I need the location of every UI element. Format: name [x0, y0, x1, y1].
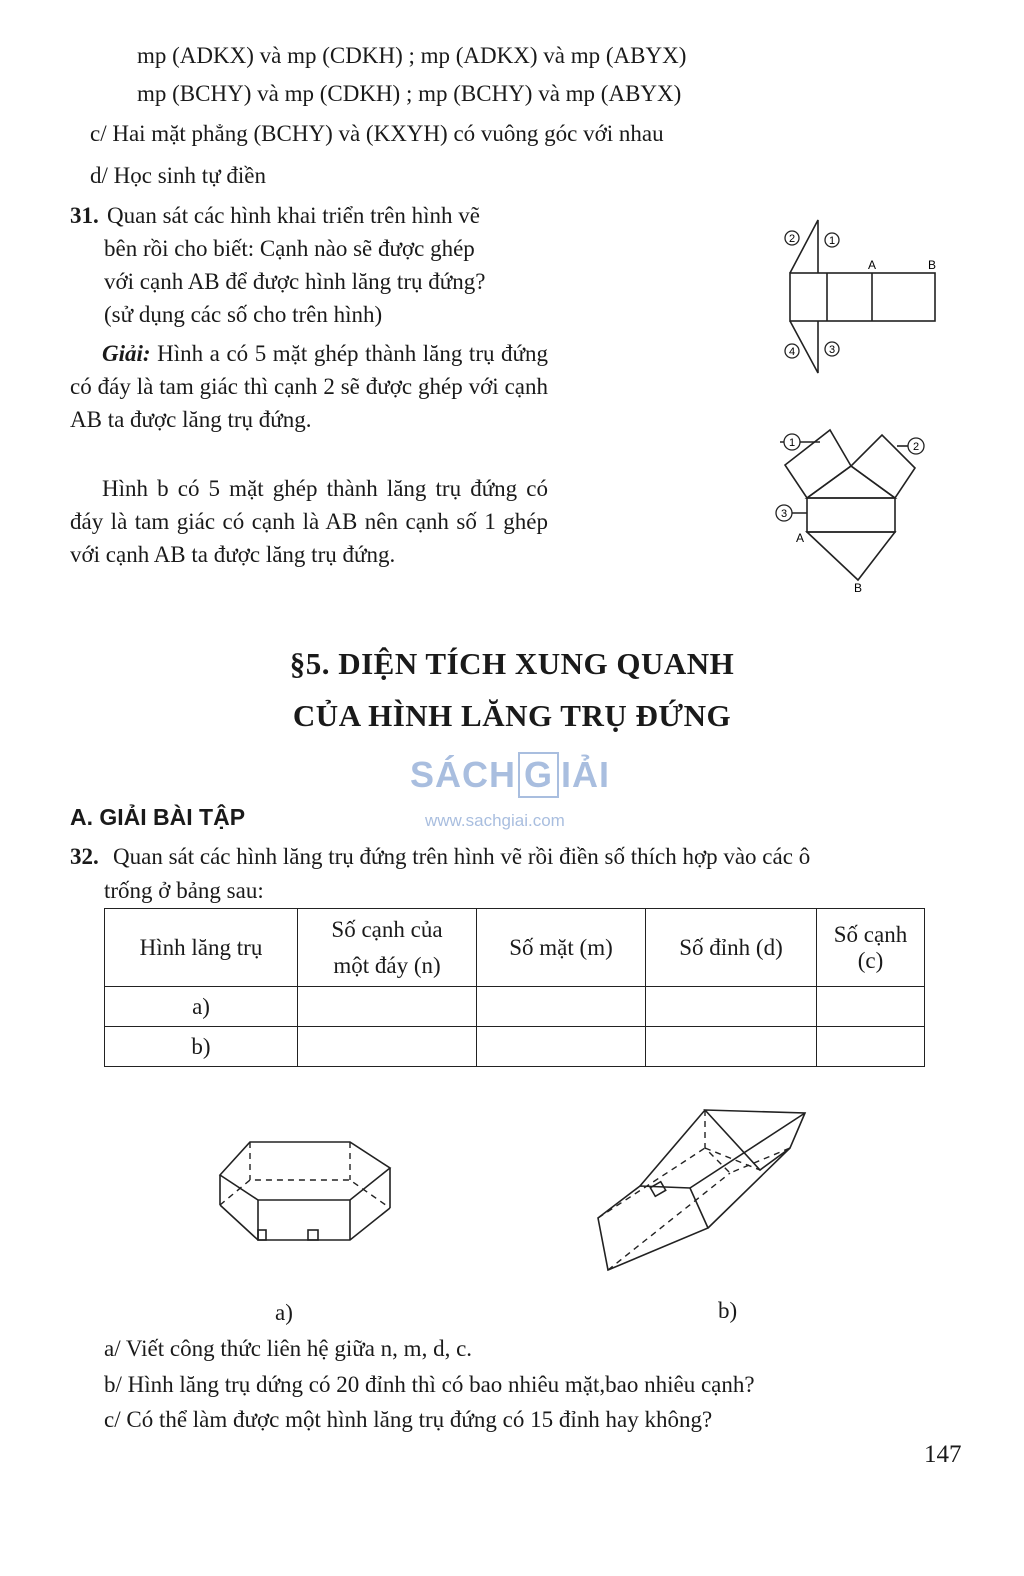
exercise-32-number: 32.: [70, 844, 99, 869]
ex31-question: Quan sát các hình khai triển trên hình vẽ: [107, 203, 480, 228]
net-face: [790, 273, 935, 321]
table-header: Số mặt (m): [477, 909, 646, 987]
table-cell: [477, 1027, 646, 1067]
table-cell: [646, 987, 817, 1027]
section-title: §5. DIỆN TÍCH XUNG QUANH: [289, 646, 735, 681]
watermark-text: IẢI: [561, 754, 611, 795]
table-header: Số cạnh (c): [817, 909, 925, 987]
table-cell: [817, 1027, 925, 1067]
label-4: 4: [788, 346, 796, 358]
table-cell: [817, 987, 925, 1027]
ex31-solution-a: [70, 337, 548, 436]
text-line: mp (BCHY) và mp (CDKH) ; mp (BCHY) và mp (ABYX): [137, 81, 682, 106]
table-cell: [298, 1027, 477, 1067]
hexagonal-prism-figure: [210, 1130, 400, 1255]
net-figure-a: [770, 215, 950, 385]
label-3: 3: [828, 344, 836, 356]
figure-caption-a: a): [275, 1300, 293, 1325]
ex32-question-c: c/ Có thể làm được một hình lăng trụ đứng có 15 đỉnh hay không?: [104, 1407, 713, 1432]
label-2: 2: [788, 233, 796, 245]
ex31-question: bên rồi cho biết: Cạnh nào sẽ được ghép: [104, 236, 475, 261]
exercise-31-number: 31.: [70, 203, 99, 228]
watermark-text: SÁCH: [410, 754, 517, 795]
text-line-d: d/ Học sinh tự điền: [90, 163, 267, 188]
watermark-url: www.sachgiai.com: [425, 811, 565, 830]
net-figure-b: [770, 420, 950, 600]
label-B: B: [927, 258, 937, 272]
label-B: B: [853, 581, 863, 595]
table-header-row: [105, 909, 925, 987]
ex31-solution-b: Hình b có 5 mặt ghép thành lăng trụ đứng có đáy là tam giác có cạnh là AB nên cạnh số 1 ghép với cạnh AB ta được lăng trụ đứng.: [70, 476, 548, 567]
ex32-question-a: a/ Viết công thức liên hệ giữa n, m, d, c.: [104, 1336, 473, 1361]
text-line: mp (ADKX) và mp (CDKH) ; mp (ADKX) và mp (ABYX): [137, 43, 687, 68]
section-title: CỦA HÌNH LĂNG TRỤ ĐỨNG: [292, 698, 732, 733]
heading-giai-bai-tap: A. GIẢI BÀI TẬP: [70, 804, 246, 830]
label-1: 1: [828, 235, 836, 247]
label-3: 3: [780, 508, 788, 520]
table-cell: [298, 987, 477, 1027]
table-row: [105, 987, 925, 1027]
label-1: 1: [788, 437, 796, 449]
table-cell: [646, 1027, 817, 1067]
ex32-question: trống ở bảng sau:: [104, 878, 264, 903]
label-2: 2: [912, 441, 920, 453]
solution-label: Giải:: [102, 341, 151, 366]
label-A: A: [795, 531, 805, 545]
table-row: [105, 1027, 925, 1067]
data-table: [104, 908, 925, 1067]
watermark-box: G: [518, 752, 559, 798]
ex31-question: (sử dụng các số cho trên hình): [104, 302, 383, 327]
table-header: Số cạnh của một đáy (n): [298, 909, 477, 987]
table-header: Hình lăng trụ: [105, 909, 298, 987]
ex32-question: Quan sát các hình lăng trụ đứng trên hình vẽ rồi điền số thích hợp vào các ô: [113, 844, 811, 869]
watermark-logo: [410, 752, 610, 798]
table-cell: a): [105, 987, 298, 1027]
ex31-question: với cạnh AB để được hình lăng trụ đứng?: [104, 269, 486, 294]
page-number: 147: [924, 1441, 962, 1468]
ex32-question-b: b/ Hình lăng trụ dứng có 20 đỉnh thì có bao nhiêu mặt,bao nhiêu cạnh?: [104, 1372, 755, 1397]
pentagonal-prism-figure: [590, 1098, 820, 1278]
text-line-c: c/ Hai mặt phẳng (BCHY) và (KXYH) có vuông góc với nhau: [90, 121, 664, 146]
label-A: A: [867, 258, 877, 272]
solution-text: Hình a có 5 mặt ghép thành lăng trụ đứng có đáy là tam giác thì cạnh 2 sẽ được ghép với cạnh AB ta được lăng trụ đứng.: [70, 341, 549, 432]
table-cell: b): [105, 1027, 298, 1067]
figure-caption-b: b): [718, 1298, 738, 1323]
table-header: Số đỉnh (d): [646, 909, 817, 987]
table-cell: [477, 987, 646, 1027]
